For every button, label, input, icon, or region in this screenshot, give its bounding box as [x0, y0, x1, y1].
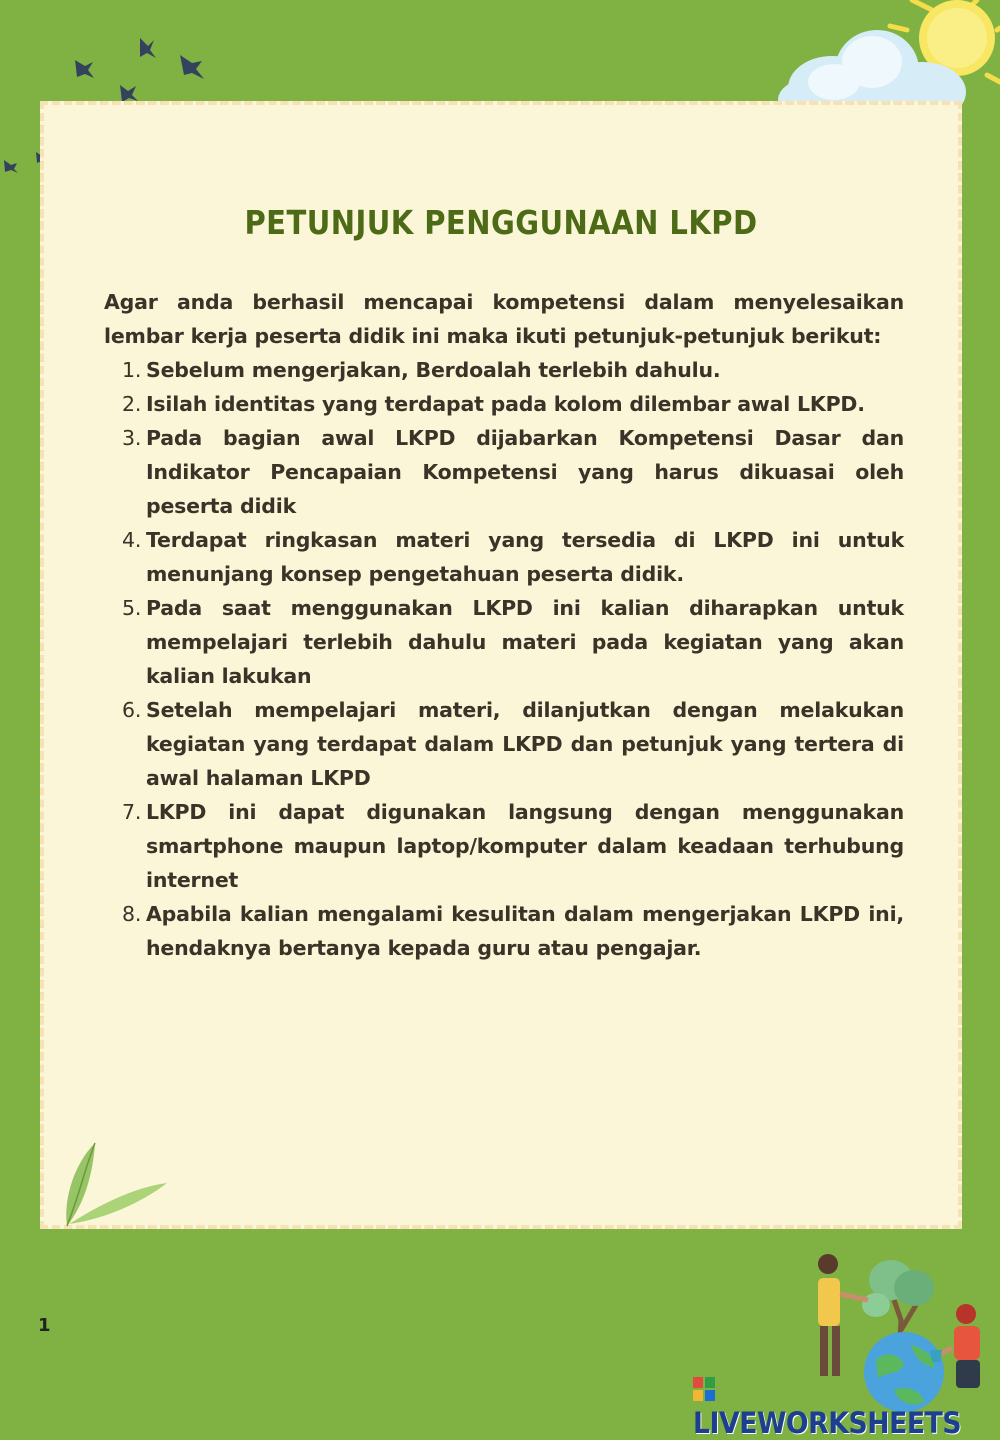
- list-item-number: 5.: [122, 596, 142, 620]
- list-item: [104, 795, 904, 897]
- leaves-illustration: [55, 1138, 175, 1228]
- list-item-number: 1.: [122, 358, 142, 382]
- list-item-text: Isilah identitas yang terdapat pada kolom dilembar awal LKPD.: [146, 392, 865, 416]
- list-item-text: Terdapat ringkasan materi yang tersedia di LKPD ini untuk menunjang konsep pengetahuan peserta didik.: [146, 528, 904, 586]
- intro-paragraph: Agar anda berhasil mencapai kompetensi dalam menyelesaikan lembar kerja peserta didik ini maka ikuti petunjuk-petunjuk berikut:: [104, 290, 904, 348]
- content-panel: [40, 101, 962, 1229]
- list-item-number: 3.: [122, 426, 142, 450]
- list-item-text: Apabila kalian mengalami kesulitan dalam mengerjakan LKPD ini, hendaknya bertanya kepada guru atau pengajar.: [146, 902, 904, 960]
- list-item-number: 6.: [122, 698, 142, 722]
- list-item-number: 4.: [122, 528, 142, 552]
- list-item: [104, 591, 904, 693]
- list-item-number: 8.: [122, 902, 142, 926]
- list-item-number: 2.: [122, 392, 142, 416]
- page-title: PETUNJUK PENGGUNAAN LKPD: [244, 203, 758, 242]
- list-item-text: Pada saat menggunakan LKPD ini kalian diharapkan untuk mempelajari terlebih dahulu materi pada kegiatan yang akan kalian lakukan: [146, 596, 904, 688]
- list-item: [104, 693, 904, 795]
- list-item: [104, 523, 904, 591]
- list-item-text: Setelah mempelajari materi, dilanjutkan dengan melakukan kegiatan yang terdapat dalam LKPD dan petunjuk yang tertera di awal halaman LKPD: [146, 698, 904, 790]
- list-item: [104, 421, 904, 523]
- list-item-text: LKPD ini dapat digunakan langsung dengan menggunakan smartphone maupun laptop/komputer dalam keadaan terhubung internet: [146, 800, 904, 892]
- steps-list: [104, 353, 904, 965]
- page-number: 1: [38, 1315, 51, 1336]
- brand-text: LIVEWORKSHEETS: [693, 1406, 962, 1440]
- list-item: [104, 897, 904, 965]
- brand-watermark: [693, 1372, 975, 1440]
- list-item-number: 7.: [122, 800, 142, 824]
- list-item-text: Sebelum mengerjakan, Berdoalah terlebih dahulu.: [146, 358, 721, 382]
- list-item: [104, 353, 904, 387]
- list-item-text: Pada bagian awal LKPD dijabarkan Kompetensi Dasar dan Indikator Pencapaian Kompetensi yang harus dikuasai oleh peserta didik: [146, 426, 904, 518]
- list-item: [104, 387, 904, 421]
